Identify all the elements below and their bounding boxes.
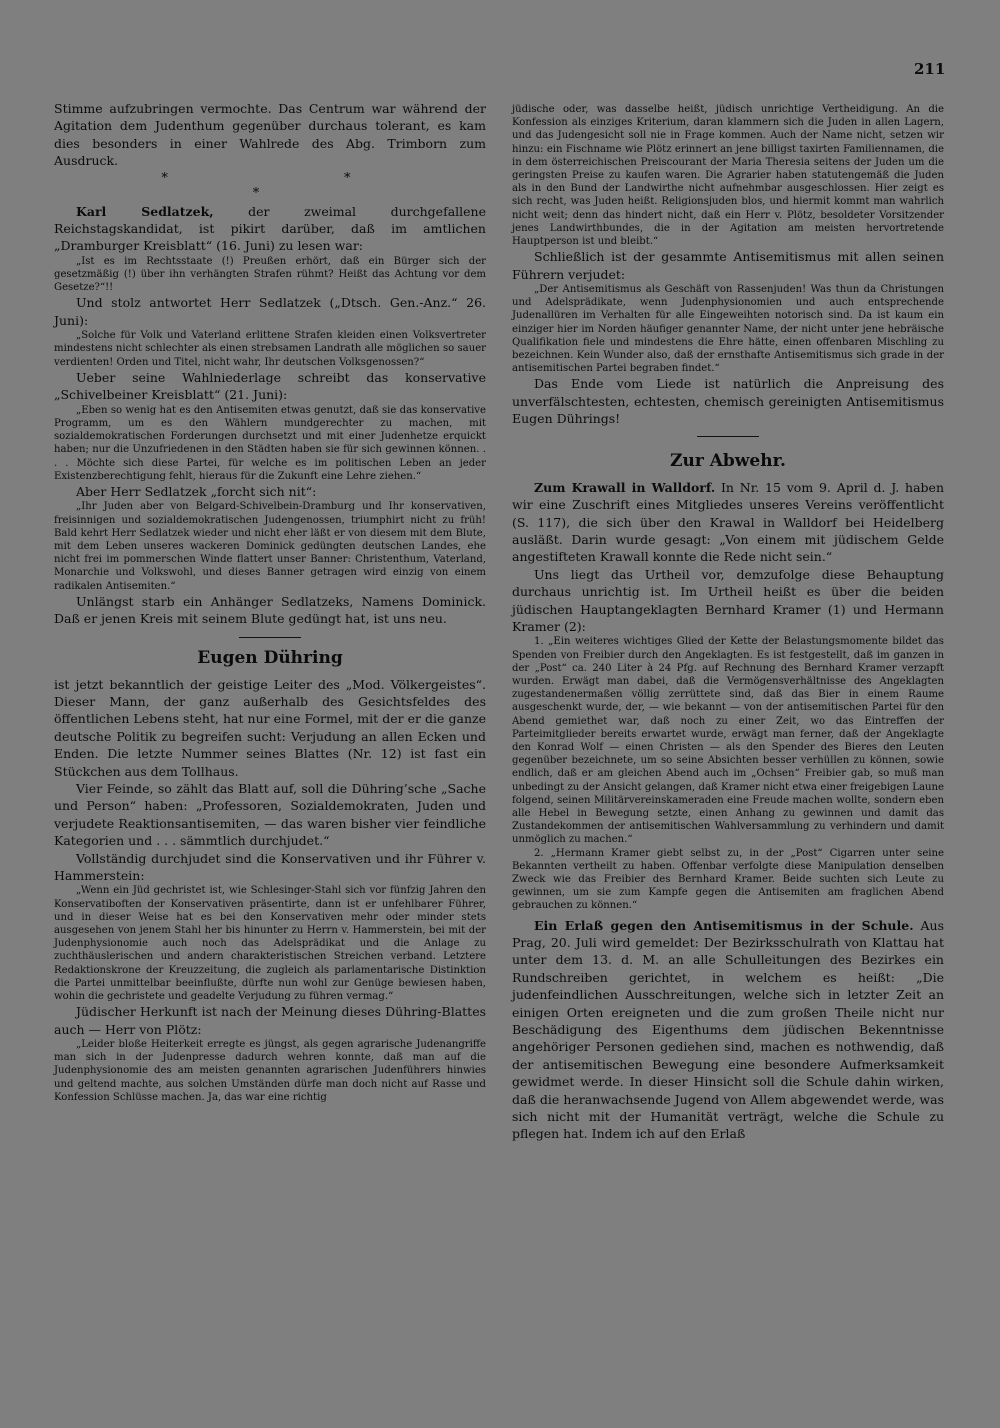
quote: „Wenn ein Jüd gechristet ist, wie Schlesinger-Stahl sich vor fünfzig Jahren den Konservatiboften der Konservativen präsentirte, dann ist er unfehlbarer Führer, und in dieser Weise hat es bei den Konservativen mehr oder minder stets ausgesehen von jenem Stahl her bis hinunter zu Herrn v. Hammerstein, bei mit der Judenphysionomie auch noch das Adelsprädikat und die Anlage zu zuchthäuslerischen und andern charakteristischen Streichen verband. Letztere Redaktionskrone der Kreuzzeitung, die zugleich als parlamentarische Distinktion die Partei unmittelbar beeinflußte, dürfte nun wohl zur Genüge bewiesen haben, wohin die gechristete und geadelte Verjudung zu führen vermag.“	[54, 885, 486, 1003]
person-name: Karl Sedlatzek,	[76, 203, 214, 219]
paragraph-text: In Nr. 15 vom 9. April d. J. haben wir eine Zuschrift eines Mitgliedes unseres Vereins veröffentlicht (S. 117), die sich über den Krawal in Walldorf bei Heidelberg ausläßt. Darin wurde gesagt: „Von einem mit jüdischem Gelde angestifteten Krawall konnte die Rede nicht sein.“	[512, 479, 944, 565]
section-title: Eugen Dühring	[197, 647, 343, 668]
quote: „Eben so wenig hat es den Antisemiten etwas genutzt, daß sie das konservative Programm, um es den Wählern mundgerechter zu machen, mit sozialdemokratischen Forderungen durchsetzt und mit einer Judenhetze erquickt haben; nur die Unzufriedenen in den Städten haben sie für sich gewinnen können. . . . Möchte sich diese Partei, für welche es im politischen Leben an jeder Existenzberechtigung fehlt, hieraus für die Zukunft eine Lehre ziehen.“	[54, 404, 486, 482]
quote: 1. „Ein weiteres wichtiges Glied der Kette der Belastungsmomente bildet das Spenden von Freibier durch den Angeklagten. Es ist festgestellt, daß im ganzen in der „Post“ ca. 240 Liter à 24 Pfg. auf Rechnung des Bernhard Kramer verzapft wurden. Erwägt man dabei, daß die Vermögensverhältnisse des Angeklagten zugestandenermaßen völlig zerrüttete sind, daß das Bier in einem Raume ausgeschenkt wurde, der, — wie bekannt — von der antisemitischen Partei für den Abend gemiethet war, daß noch zu einer Zeit, wo das Eintreffen der Parteimitglieder bereits erwartet wurde, erwägt man ferner, daß der Angeklagte den Konrad Wolf — einen Christen — als den Spender des Bieres den Leuten gegenüber bezeichnete, um so seine Absichten besser verhüllen zu können, sowie endlich, daß er am gleichen Abend auch im „Ochsen“ Freibier gab, so muß man unbedingt zu der Ansicht gelangen, daß Kramer nicht etwa einer freigebigen Laune folgend, seinen Militärvereinskameraden eine Freude machen wollte, sondern eben alle Hebel in Bewegung setzte, einen Anhang zu gewinnen und damit das Zustandekommen der antisemitischen Wahlversammlung zu verhindern und damit unmöglich zu machen.“	[512, 636, 944, 846]
quote: „Solche für Volk und Vaterland erlittene Strafen kleiden einen Volksvertreter mindestens nicht schlechter als einen strebsamen Landrath alle möglichen so sauer verdienten! Orden und Titel, nicht wahr, Ihr deutschen Volksgenossen?“	[54, 330, 486, 368]
paragraph: Uns liegt das Urtheil vor, demzufolge diese Behauptung durchaus unrichtig ist. Im Urtheil heißt es über die beiden jüdischen Hauptangeklagten Bernhard Kramer (1) und Hermann Kramer (2):	[512, 566, 944, 634]
paragraph: Und stolz antwortet Herr Sedlatzek („Dtsch. Gen.-Anz.“ 26. Juni):	[54, 295, 486, 328]
paragraph: Schließlich ist der gesammte Antisemitismus mit allen seinen Führern verjudet:	[512, 249, 944, 282]
paragraph: Das Ende vom Liede ist natürlich die Anpreisung des unverfälschtesten, echtesten, chemisch gereinigten Antisemitismus Eugen Dührings!	[512, 376, 944, 427]
paragraph: Unlängst starb ein Anhänger Sedlatzeks, Namens Dominick. Daß er jenen Kreis mit seinem Blute gedüngt hat, ist uns neu.	[54, 593, 486, 627]
quote: „Ist es im Rechtsstaate (!) Preußen erhört, daß ein Bürger sich der gesetzmäßig (!) über ihn verhängten Strafen rühmt? Heißt das Achtung vor dem Gesetze?“!!	[54, 255, 486, 294]
article-heading: Ein Erlaß gegen den Antisemitismus in der Schule.	[534, 917, 914, 933]
section-divider	[697, 436, 759, 437]
paragraph: Vollständig durchjudet sind die Konservativen und ihr Führer v. Hammerstein:	[54, 850, 486, 884]
section-stars: * * *	[161, 170, 437, 201]
right-column	[512, 103, 944, 1143]
paragraph: Vier Feinde, so zählt das Blatt auf, soll die Dühring’sche „Sache und Person“ haben: „Professoren, Sozialdemokraten, Juden und verjudete Reaktionsantisemiten, — das waren bisher vier feindliche Kategorien und . . . sämmtlich durchjudet.“	[54, 780, 486, 849]
section-divider	[239, 637, 301, 638]
paragraph	[512, 917, 944, 1143]
paragraph-text: der zweimal durchgefallene Reichstagskandidat, ist pikirt darüber, daß im amtlichen „Dramburger Kreisblatt“ (16. Juni) zu lesen war:	[54, 203, 486, 254]
paragraph: ist jetzt bekanntlich der geistige Leiter des „Mod. Völkergeistes“. Dieser Mann, der ganz außerhalb des Gesichtsfeldes des öffentlichen Lebens steht, hat nur eine Formel, mit der er die ganze deutsche Politik zu begreifen sucht: Verjudung an allen Ecken und Enden. Die letzte Nummer seines Blattes (Nr. 12) ist fast ein Stückchen aus dem Tollhaus.	[54, 676, 486, 779]
quote: „Der Antisemitismus als Geschäft von Rassenjuden! Was thun da Christungen und Adelsprädikate, wenn Judenphysionomien und auch entsprechende Judenallüren im Verhalten für alle Eingeweihten notorisch sind. Da ist kaum ein einziger hier im Norden häufiger genannter Name, der nicht unter jene hebräische Qualifikation fiele und mindestens die Ehre hätte, einen offenbaren Mischling zu bezeichnen. Kein Wunder also, daß der ernsthafte Antisemitismus sich grade in der antisemitischen Partei begraben findet.“	[512, 284, 944, 375]
quote: „Ihr Juden aber von Belgard-Schivelbein-Dramburg und Ihr konservativen, freisinnigen und sozialdemokratischen Judengenossen, triumphirt nicht zu früh! Bald kehrt Herr Sedlatzek wieder und nicht eher läßt er von diesem mit dem Blute, mit dem Leben unseres wackeren Dominick gedüngten deutschen Landes, ehe nicht frei im pommerschen Winde flattert unser Banner: Christenthum, Vaterland, Monarchie und Volkswohl, und dieses Banner getragen wird einzig von einem radikalen Antisemiten.“	[54, 501, 486, 592]
paragraph	[512, 479, 944, 566]
article-heading: Zum Krawall in Walldorf.	[534, 479, 716, 495]
paragraph: Stimme aufzubringen vermochte. Das Centrum war während der Agitation dem Judenthum gegenüber durchaus tolerant, es kam dies besonders in einer Wahlrede des Abg. Trimborn zum Ausdruck.	[54, 101, 486, 169]
quote: 2. „Hermann Kramer giebt selbst zu, in der „Post“ Cigarren unter seine Bekannten vertheilt zu haben. Offenbar verfolgte diese Manipulation denselben Zweck wie das Freibier des Bernhard Kramer. Beide suchten sich Leute zu gewinnen, um sie zum Kampfe gegen die Antisemiten am fraglichen Abend gebrauchen zu können.“	[512, 847, 944, 912]
paragraph	[54, 203, 486, 255]
paragraph: Ueber seine Wahlniederlage schreibt das konservative „Schivelbeiner Kreisblatt“ (21. Juni):	[54, 369, 486, 403]
quote: „Leider bloße Heiterkeit erregte es jüngst, als gegen agrarische Judenangriffe man sich in der Judenpresse dadurch wehren konnte, daß man auf die Judenphysionomie des am meisten genannten agrarischen Judenführers hinwies und geltend machte, aus solchen Umständen dürfe man doch nicht auf Rasse und Konfession Schlüsse machen. Ja, das war eine richtig	[54, 1039, 486, 1103]
page-number: 211	[914, 60, 946, 78]
paragraph: Jüdischer Herkunft ist nach der Meinung dieses Dühring-Blattes auch — Herr von Plötz:	[54, 1004, 486, 1037]
quote: jüdische oder, was dasselbe heißt, jüdisch unrichtige Vertheidigung. An die Konfession als einziges Kriterium, daran klammern sich die Juden in allen Lagern, und das Judengesicht soll nie in Frage kommen. Auch der Name nicht, setzen wir hinzu: ein Fischname wie Plötz erinnert an jene billigst taxirten Familiennamen, die in dem österreichischen Preiscourant der Maria Theresia seitens der Juden um die geringsten Preise zu kaufen waren. Die Agrarier haben statutengemäß die Juden als in den Bund der Landwirthe nicht aufnehmbar ausgeschlossen. Hier zeigt es sich recht, was Juden heißt. Religionsjuden blos, und hiermit kommt man wahrlich nicht weit; denn das hindert nicht, daß ein Herr v. Plötz, besoldeter Vorsitzender jenes Landwirthbundes, die in der Agitation am meisten hervortretende Hauptperson ist und bleibt.“	[512, 104, 944, 248]
section-title: Zur Abwehr.	[670, 450, 786, 471]
paragraph-text: Aus Prag, 20. Juli wird gemeldet: Der Bezirksschulrath von Klattau hat unter dem 13. d. M. an alle Schulleitungen des Bezirkes ein Rundschreiben gerichtet, in welchem es heißt: „Die judenfeindlichen Ausschreitungen, welche sich in letzter Zeit an einigen Orten ereigneten und die zum großen Theile nicht nur Beschädigung des Eigenthums dem jüdischen Bekenntnisse angehöriger Personen gediehen sind, machen es nothwendig, daß der antisemitischen Bewegung eine besondere Aufmerksamkeit gewidmet werde. In dieser Hinsicht soll die Schule dahin wirken, daß die heranwachsende Jugend von Allem abgewendet werde, was sich nicht mit der Humanität verträgt, welche die Schule zu pflegen hat. Indem ich auf den Erlaß	[512, 917, 944, 1142]
left-column	[54, 100, 486, 1104]
paragraph: Aber Herr Sedlatzek „forcht sich nit“:	[76, 483, 317, 499]
